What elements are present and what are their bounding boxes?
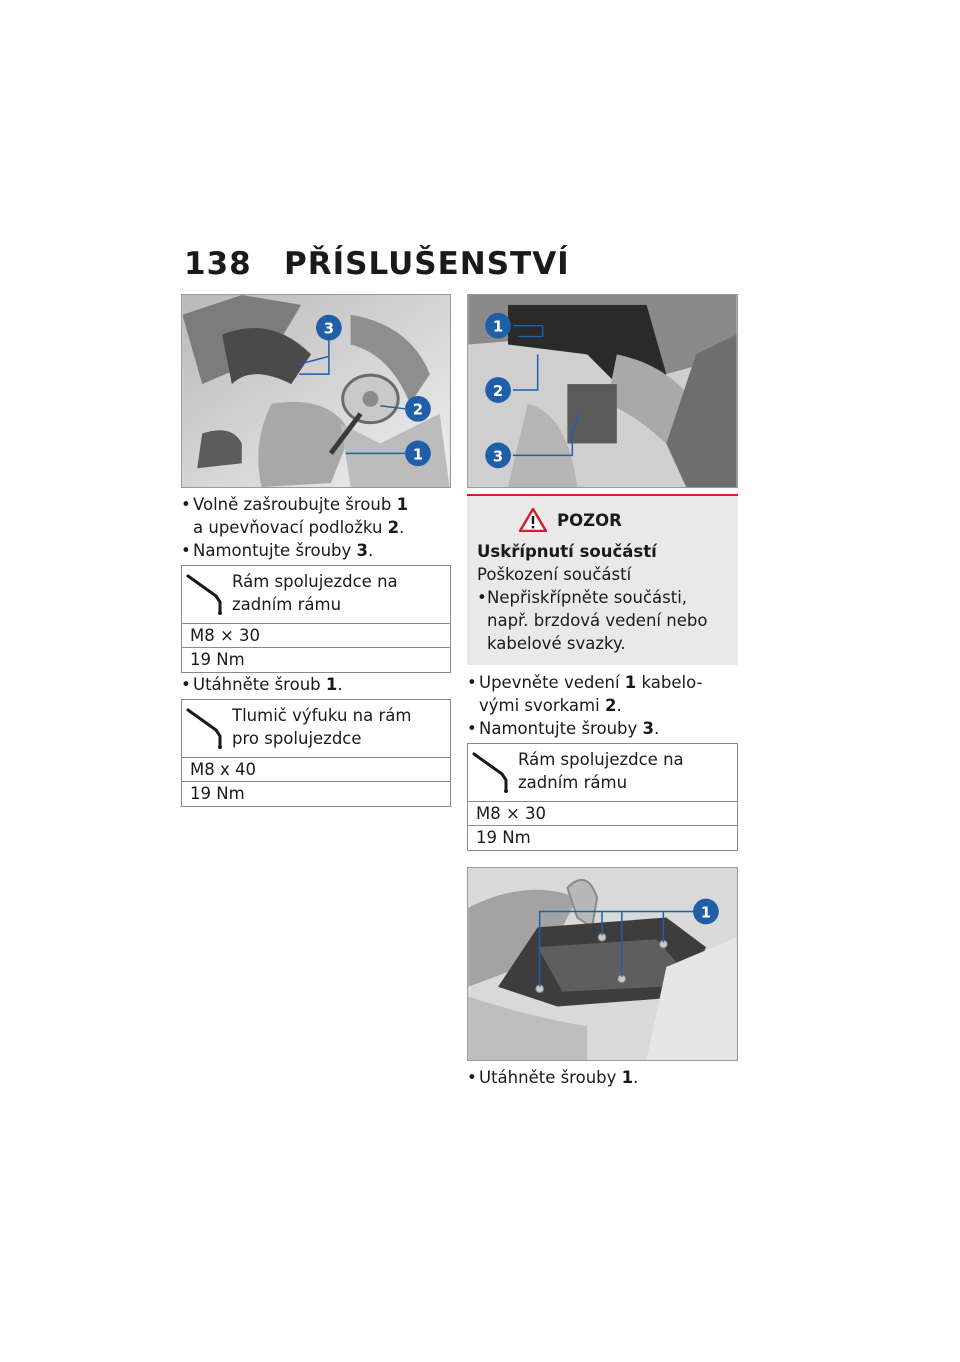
page-number: 138: [184, 246, 252, 282]
callout-2: 2: [412, 401, 424, 419]
spec-torque: 19 Nm: [190, 784, 245, 803]
steps-list-2: [181, 673, 451, 696]
step-item: • Namontujte šrouby 3.: [181, 539, 451, 562]
spec-torque: 19 Nm: [190, 650, 245, 669]
steps-list-4: [467, 1066, 738, 1089]
warning-subtitle: Uskřípnutí součástí: [477, 542, 657, 561]
spec-torque: 19 Nm: [476, 828, 531, 847]
left-column: [181, 294, 451, 807]
warning-label: POZOR: [557, 510, 622, 530]
spec-name: Rám spolujezdce na zadním rámu: [518, 750, 684, 792]
spec-bolt: M8 × 30: [468, 802, 737, 826]
step-item: • Utáhněte šroub 1.: [181, 673, 451, 696]
warning-consequence: Poškození součástí: [477, 565, 632, 584]
torque-wrench-icon: [182, 566, 232, 623]
callout-1: 1: [700, 904, 712, 922]
torque-spec-3: [467, 743, 738, 851]
callout-3: 3: [492, 448, 504, 466]
spec-name: Rám spolujezdce na zadním rámu: [232, 572, 398, 614]
step-item: • Volně zašroubujte šroub 1: [181, 493, 451, 516]
exhaust-bolts-photo: [181, 294, 451, 488]
torque-spec-1: [181, 565, 451, 673]
spec-name: Tlumič výfuku na rám pro spolujezdce: [232, 706, 412, 748]
torque-wrench-icon: [468, 744, 518, 801]
torque-wrench-icon: [182, 700, 232, 757]
luggage-rack-photo: [467, 867, 738, 1061]
page-header: [184, 246, 570, 282]
step-item: • Utáhněte šrouby 1.: [467, 1066, 738, 1089]
warning-actions: [477, 586, 728, 655]
steps-list-3: [467, 671, 738, 740]
cable-clamps-photo: [467, 294, 738, 488]
spec-bolt: M8 × 30: [182, 624, 450, 648]
warning-action-item: • Nepřiskřípněte součásti, např. brzdová vedení nebo kabelové svazky.: [477, 586, 728, 655]
chapter-title: PŘÍSLUŠENSTVÍ: [284, 246, 570, 282]
spec-bolt: M8 x 40: [182, 758, 450, 782]
step-continuation: a upevňovací podložku 2.: [193, 518, 405, 537]
step-item: • Upevněte vedení 1 kabelo-: [467, 671, 738, 694]
callout-1: 1: [492, 318, 504, 336]
warning-title: [477, 508, 728, 532]
warning-box: [467, 494, 738, 665]
warning-triangle-icon: [519, 508, 547, 532]
right-column: [467, 294, 738, 1089]
callout-1: 1: [412, 446, 424, 464]
step-continuation: vými svorkami 2.: [479, 696, 622, 715]
callout-3: 3: [323, 320, 335, 338]
callout-2: 2: [492, 382, 504, 400]
step-item: • Namontujte šrouby 3.: [467, 717, 738, 740]
steps-list-1: [181, 493, 451, 562]
torque-spec-2: [181, 699, 451, 807]
